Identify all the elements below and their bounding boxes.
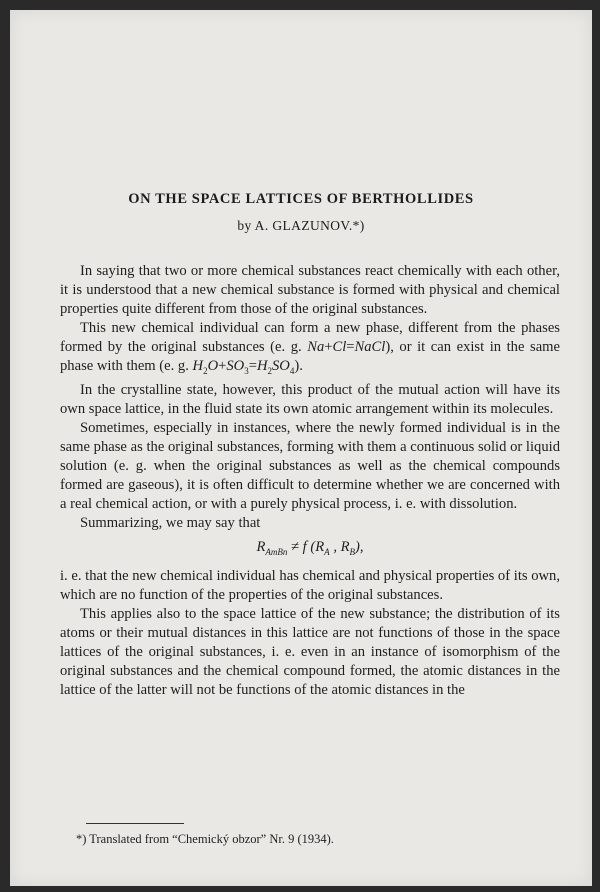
article-title: ON THE SPACE LATTICES OF BERTHOLLIDES: [128, 191, 474, 207]
footnote-rule: [86, 823, 184, 824]
paragraph-1: In saying that two or more chemical substances react chemically with each other, it is understood that a new chemical substance is formed with physical and chemical properties quite different from those of the original substances.: [60, 263, 560, 317]
formula: $R_{AmBn} \ne f$ ($R_A$ , $R_B$),: [256, 538, 364, 557]
article-body: [60, 262, 560, 700]
paragraph-2: This new chemical individual can form a new phase, different from the phases formed by the original substances (e. g. Na+Cl=NaCl), or it can exist in the same phase with them (e. g. $H_2O+SO_3=H_2SO_4$).: [60, 320, 561, 376]
paragraph-6: i. e. that the new chemical individual has chemical and physical properties of its own, which are no function of the properties of the original substances.: [60, 567, 560, 603]
paragraph-4: Sometimes, especially in instances, where the newly formed individual is in the same phase as the original substances, forming with them a continuous solid or liquid solution (e. g. when the original substances as well as the chemical compounds formed are gaseous), it is often difficult to determine whether we are concerned with a real chemical action, or with a purely physical process, i. e. with dissolution.: [60, 419, 560, 512]
paragraph-7: This applies also to the space lattice of the new substance; the distribution of its atoms or their mutual distances in this lattice are not functions of those in the space lattices of the original substances, i. e. even in an instance of isomorphism of the original substances and the chemical compound formed, the atomic distances in the lattice of the latter will not be functions of the atomic distances in the: [60, 605, 560, 698]
paragraph-5: Summarizing, we may say that: [80, 514, 261, 531]
paragraph-3: In the crystalline state, however, this product of the mutual action will have its own space lattice, in the fluid state its own atomic arrangement within its molecules.: [60, 381, 560, 417]
footnote: *) Translated from “Chemický obzor” Nr. 9 (1934).: [76, 832, 334, 846]
article-author: by A. GLAZUNOV.*): [237, 218, 365, 233]
paper-page: [10, 10, 592, 886]
